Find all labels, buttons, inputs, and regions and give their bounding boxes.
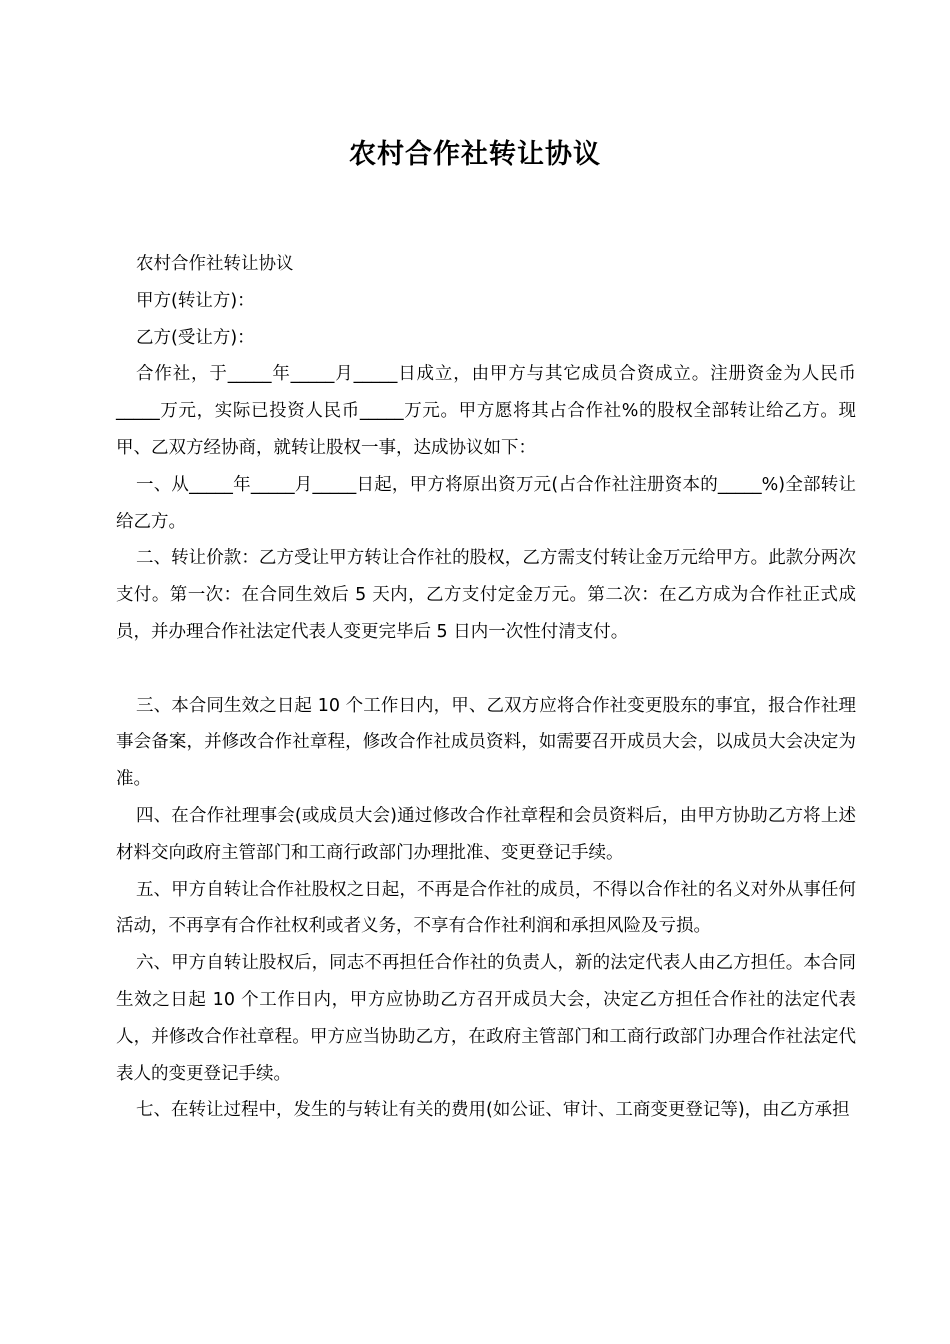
subtitle-paragraph: 农村合作社转让协议 <box>136 254 294 274</box>
clause-5-paragraph: 五、甲方自转让合作社股权之日起，不再是合作社的成员，不得以合作社的名义对外从事任何活动，不再享有合作社权利或者义务，不享有合作社利润和承担风险及亏损。 <box>116 879 856 937</box>
clause-7-paragraph: 七、在转让过程中，发生的与转让有关的费用(如公证、审计、工商变更登记等)，由乙方承担 <box>136 1100 850 1121</box>
document-body <box>116 246 856 1129</box>
intro-paragraph: 合作社，于_____年_____月_____日成立，由甲方与其它成员合资成立。注册资金为人民币_____万元，实际已投资人民币_____万元。甲方愿将其占合作社%的股权全部转让给乙方。现甲、乙双方经协商，就转让股权一事，达成协议如下： <box>116 364 856 458</box>
document-title: 农村合作社转让协议 <box>349 139 601 170</box>
clause-3-paragraph: 三、本合同生效之日起 10 个工作日内，甲、乙双方应将合作社变更股东的事宜，报合作社理事会备案，并修改合作社章程，修改合作社成员资料，如需要召开成员大会，以成员大会决定为准。 <box>116 695 856 790</box>
clause-4-paragraph: 四、在合作社理事会(或成员大会)通过修改合作社章程和会员资料后，由甲方协助乙方将上述材料交向政府主管部门和工商行政部门办理批准、变更登记手续。 <box>116 805 856 863</box>
party-b-line: 乙方(受让方)： <box>136 327 255 348</box>
clause-1-paragraph: 一、从_____年_____月_____日起，甲方将原出资万元(占合作社注册资本的_____%)全部转让给乙方。 <box>116 474 856 532</box>
paragraph-spacer <box>116 651 856 688</box>
clause-6-paragraph: 六、甲方自转让股权后，同志不再担任合作社的负责人，新的法定代表人由乙方担任。本合同生效之日起 10 个工作日内，甲方应协助乙方召开成员大会，决定乙方担任合作社的法定代表人，并修改合作社章程。甲方应当协助乙方，在政府主管部门和工商行政部门办理合作社法定代表人的变更登记手续。 <box>116 953 856 1084</box>
party-a-line: 甲方(转让方)： <box>136 290 255 311</box>
clause-2-paragraph: 二、转让价款：乙方受让甲方转让合作社的股权，乙方需支付转让金万元给甲方。此款分两次支付。第一次：在合同生效后 5 天内，乙方支付定金万元。第二次：在乙方成为合作社正式成员，并办理合作社法定代表人变更完毕后 5 日内一次性付清支付。 <box>116 548 856 642</box>
